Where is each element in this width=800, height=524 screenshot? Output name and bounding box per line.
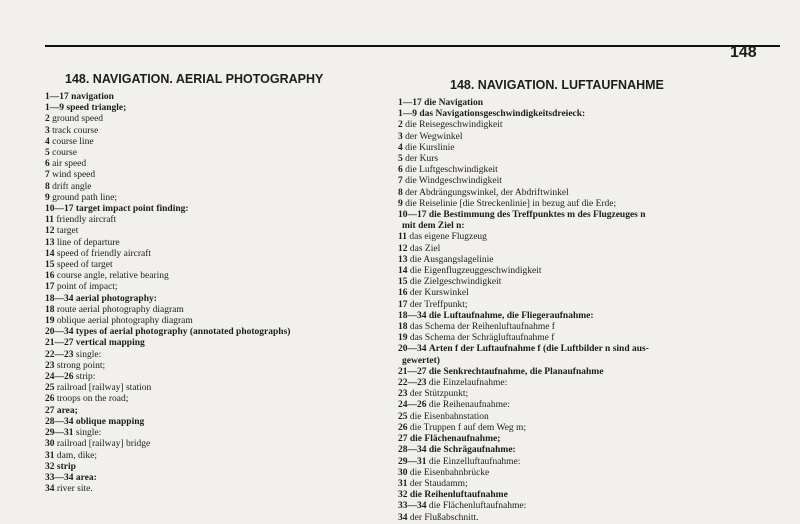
german-heading: 148. NAVIGATION. LUFTAUFNAHME [450, 78, 664, 92]
german-column [398, 78, 793, 524]
entry-item [398, 266, 793, 277]
entry-number: 10—17 [398, 210, 427, 221]
entry-item [45, 193, 405, 204]
entry-item [45, 383, 405, 394]
entry-text: types of aerial photography (annotated photographs) [75, 327, 291, 338]
entry-text: die Reihenaufnahme: [428, 400, 510, 411]
entry-number: 4 [398, 142, 403, 153]
entry-item [45, 372, 405, 383]
entry-number: 24—26 [45, 372, 74, 383]
entry-text: single: [75, 349, 102, 360]
entry-item [398, 322, 793, 333]
entry-text: die Eigenflugzeuggeschwindigkeit [409, 266, 542, 277]
entry-item [398, 255, 793, 266]
entry-number: 9 [45, 192, 50, 203]
entry-item [45, 473, 405, 484]
entry-number: 30 [45, 439, 55, 450]
entry-item [398, 457, 793, 468]
entry-item [398, 300, 793, 311]
entry-item [45, 406, 405, 417]
entry-text: die Schrägaufnahme: [428, 445, 516, 456]
entry-number: 27 [398, 434, 408, 445]
entry-text: das Ziel [409, 243, 441, 254]
entry-number: 30 [398, 467, 408, 478]
entry-number: 12 [45, 226, 55, 237]
entry-number: 4 [45, 136, 50, 147]
entry-number: 17 [45, 282, 55, 293]
entry-number: 5 [398, 154, 403, 165]
entry-text: area; [56, 405, 78, 416]
entry-item [398, 378, 793, 389]
entry-item [398, 367, 793, 378]
entry-item [398, 199, 793, 210]
entry-item [398, 445, 793, 456]
entry-text: strong point; [56, 360, 106, 371]
entry-number: 7 [45, 170, 50, 181]
entry-number: 5 [45, 148, 50, 159]
entry-item [45, 215, 405, 226]
entry-text: aerial photography: [75, 293, 157, 304]
entry-number: 11 [398, 232, 407, 243]
entry-text: die Kurslinie [405, 142, 455, 153]
entry-item [45, 361, 405, 372]
entry-text: die Senkrechtaufnahme, die Planaufnahme [428, 366, 604, 377]
entry-text: die Flächenaufnahme; [409, 434, 501, 445]
entry-text: single: [75, 428, 102, 439]
entry-text: speed of friendly aircraft [56, 248, 152, 259]
entry-number: 13 [45, 237, 55, 248]
entry-text: das Schema der Reihenluftaufnahme f [409, 322, 555, 333]
entry-number: 27 [45, 405, 55, 416]
entry-item [45, 327, 405, 338]
entry-text: course line [52, 136, 94, 147]
entry-text: der Wegwinkel [405, 131, 463, 142]
entry-item [45, 249, 405, 260]
entry-text: die Flächenluftaufnahme: [428, 501, 527, 512]
entry-text: Arten f der Luftaufnahme f (die Luftbilder n sind aus- [428, 344, 649, 355]
entry-text: course [52, 148, 77, 159]
entry-item [45, 350, 405, 361]
entry-item [45, 260, 405, 271]
entry-item [45, 338, 405, 349]
top-rule [45, 45, 780, 47]
entry-number: 33—34 [398, 501, 427, 512]
entry-item [45, 428, 405, 439]
entry-text: die Ausgangslagelinie [409, 254, 494, 265]
entry-number: 21—27 [398, 366, 427, 377]
entry-text: die Reiselinie [die Streckenlinie] in bezug auf die Erde; [405, 198, 617, 209]
entry-number: 10—17 [45, 204, 74, 215]
entry-number: 8 [45, 181, 50, 192]
entry-number: 18 [45, 304, 55, 315]
entry-item [398, 389, 793, 400]
entry-number: 25 [45, 383, 55, 394]
entry-number: 16 [398, 288, 408, 299]
entry-item [45, 484, 405, 495]
english-heading: 148. NAVIGATION. AERIAL PHOTOGRAPHY [65, 72, 324, 86]
entry-item [398, 98, 793, 109]
entry-text: oblique mapping [75, 416, 145, 427]
entry-number: 23 [45, 360, 55, 371]
entry-item [398, 143, 793, 154]
entry-number: 29—31 [45, 428, 74, 439]
entry-item [45, 170, 405, 181]
entry-item [398, 501, 793, 512]
entry-item [45, 271, 405, 282]
entry-number: 20—34 [398, 344, 427, 355]
entry-number: 14 [45, 248, 55, 259]
entry-number: 1—9 [45, 103, 64, 114]
entry-item [398, 120, 793, 131]
entry-item [45, 294, 405, 305]
entry-number: 1—17 [398, 98, 422, 108]
entry-number: 18 [398, 322, 408, 333]
english-entry-list [45, 92, 405, 495]
entry-item [45, 92, 405, 103]
entry-item [398, 176, 793, 187]
english-column [45, 72, 405, 495]
entry-number: 20—34 [45, 327, 74, 338]
entry-item [398, 154, 793, 165]
entry-number: 26 [398, 422, 408, 433]
entry-text: der Stützpunkt; [409, 389, 469, 400]
entry-text: die Luftaufnahme, die Fliegeraufnahme: [428, 310, 594, 321]
entry-number: 29—31 [398, 456, 427, 467]
entry-item [398, 210, 793, 221]
entry-number: 15 [398, 277, 408, 288]
entry-text: das Navigationsgeschwindigkeitsdreieck: [419, 109, 586, 120]
entry-item [398, 311, 793, 322]
entry-item [398, 434, 793, 445]
entry-item [398, 423, 793, 434]
entry-number: 17 [398, 299, 408, 310]
entry-number: 31 [45, 450, 55, 461]
entry-item [398, 412, 793, 423]
entry-item [45, 462, 405, 473]
entry-text: course angle, relative bearing [56, 271, 169, 282]
entry-text: der Staudamm; [409, 478, 468, 489]
entry-number: 21—27 [45, 338, 74, 349]
entry-item [45, 394, 405, 405]
entry-number: 2 [398, 120, 403, 131]
entry-text: strip [56, 461, 76, 472]
entry-number: 1—17 [45, 92, 69, 102]
entry-number: 22—23 [398, 378, 427, 389]
entry-number: 26 [45, 394, 55, 405]
entry-item [398, 109, 793, 120]
entry-text: point of impact; [56, 282, 118, 293]
entry-item [398, 513, 793, 524]
entry-number: 9 [398, 198, 403, 209]
entry-text: troops on the road; [56, 394, 129, 405]
entry-item [45, 305, 405, 316]
entry-item [398, 277, 793, 288]
entry-item [398, 400, 793, 411]
entry-item [45, 282, 405, 293]
entry-number: 16 [45, 271, 55, 282]
entry-item [45, 238, 405, 249]
entry-number: 32 [45, 461, 55, 472]
entry-number: 2 [45, 114, 50, 125]
entry-text: die Reihenluftaufnahme [409, 490, 508, 501]
entry-item [45, 226, 405, 237]
entry-item [45, 148, 405, 159]
entry-item [398, 468, 793, 479]
entry-number: 19 [398, 333, 408, 344]
entry-text: area: [75, 472, 97, 483]
entry-text: target impact point finding: [75, 204, 189, 215]
entry-number: 23 [398, 389, 408, 400]
entry-item [398, 333, 793, 344]
entry-text: air speed [52, 159, 87, 170]
entry-text: wind speed [52, 170, 96, 181]
entry-number: 25 [398, 411, 408, 422]
entry-text: ground path line; [52, 192, 118, 203]
entry-text: railroad [railway] bridge [56, 439, 151, 450]
entry-item [45, 316, 405, 327]
entry-number: 18—34 [398, 310, 427, 321]
entry-number: 18—34 [45, 293, 74, 304]
entry-text: strip: [75, 372, 96, 383]
entry-number: 34 [45, 484, 55, 495]
entry-text: die Zielgeschwindigkeit [409, 277, 502, 288]
entry-number: 8 [398, 187, 403, 198]
entry-text: die Eisenbahnstation [409, 411, 489, 422]
entry-item [398, 188, 793, 199]
entry-text: navigation [71, 92, 114, 102]
entry-number: 7 [398, 176, 403, 187]
entry-text: der Treffpunkt; [409, 299, 468, 310]
entry-item [398, 165, 793, 176]
entry-item [398, 479, 793, 490]
entry-item [45, 182, 405, 193]
entry-text: railroad [railway] station [56, 383, 152, 394]
entry-text: ground speed [52, 114, 104, 125]
entry-number: 32 [398, 490, 408, 501]
entry-text: die Reisegeschwindigkeit [405, 120, 503, 131]
entry-item [398, 221, 793, 232]
entry-item [398, 490, 793, 501]
entry-item [45, 439, 405, 450]
entry-text: die Einzelluftaufnahme: [428, 456, 521, 467]
entry-number: 15 [45, 260, 55, 271]
entry-item [45, 114, 405, 125]
entry-item [398, 132, 793, 143]
german-entry-list [398, 98, 793, 524]
entry-item [45, 204, 405, 215]
entry-number: 6 [398, 165, 403, 176]
entry-text: der Kurswinkel [409, 288, 469, 299]
entry-number: 24—26 [398, 400, 427, 411]
entry-text: die Eisenbahnbrücke [409, 467, 490, 478]
entry-item [45, 103, 405, 114]
entry-text: route aerial photography diagram [56, 304, 184, 315]
entry-text: die Luftgeschwindigkeit [405, 165, 498, 176]
entry-item [398, 232, 793, 243]
entry-text: friendly aircraft [56, 215, 117, 226]
entry-text: der Flußabschnitt. [409, 512, 479, 523]
entry-number: 28—34 [398, 445, 427, 456]
entry-text: mit dem Ziel n: [402, 221, 465, 232]
entry-text: line of departure [56, 237, 120, 248]
entry-number: 33—34 [45, 472, 74, 483]
entry-number: 13 [398, 254, 408, 265]
entry-text: das eigene Flugzeug [409, 232, 487, 243]
entry-text: oblique aerial photography diagram [56, 316, 193, 327]
entry-number: 34 [398, 512, 408, 523]
entry-text: dam, dike; [56, 450, 97, 461]
entry-text: die Bestimmung des Treffpunktes m des Flugzeuges n [428, 210, 646, 221]
entry-text: der Abdrängungswinkel, der Abdriftwinkel [405, 187, 569, 198]
entry-item [398, 344, 793, 355]
entry-text: gewertet) [402, 355, 440, 366]
entry-text: die Windgeschwindigkeit [405, 176, 502, 187]
entry-text: track course [52, 125, 99, 136]
entry-number: 3 [45, 125, 50, 136]
entry-text: speed triangle; [66, 103, 127, 114]
entry-text: die Truppen f auf dem Weg m; [409, 422, 527, 433]
page-number: 148 [730, 44, 757, 61]
entry-number: 1—9 [398, 109, 417, 120]
entry-number: 3 [398, 131, 403, 142]
entry-text: die Navigation [424, 98, 483, 108]
entry-text: das Schema der Schrägluftaufnahme f [409, 333, 555, 344]
entry-item [398, 244, 793, 255]
entry-item [45, 417, 405, 428]
entry-item [45, 159, 405, 170]
entry-item [398, 288, 793, 299]
entry-item [398, 356, 793, 367]
entry-text: drift angle [52, 181, 92, 192]
entry-number: 22—23 [45, 349, 74, 360]
entry-number: 14 [398, 266, 408, 277]
entry-number: 11 [45, 215, 54, 226]
entry-item [45, 137, 405, 148]
entry-text: die Einzelaufnahme: [428, 378, 508, 389]
entry-text: der Kurs [405, 154, 439, 165]
entry-item [45, 451, 405, 462]
entry-number: 19 [45, 316, 55, 327]
entry-text: speed of target [56, 260, 113, 271]
entry-text: vertical mapping [75, 338, 145, 349]
entry-number: 6 [45, 159, 50, 170]
entry-text: target [56, 226, 79, 237]
entry-number: 12 [398, 243, 408, 254]
entry-number: 28—34 [45, 416, 74, 427]
entry-item [45, 126, 405, 137]
entry-number: 31 [398, 478, 408, 489]
entry-text: river site. [56, 484, 93, 495]
